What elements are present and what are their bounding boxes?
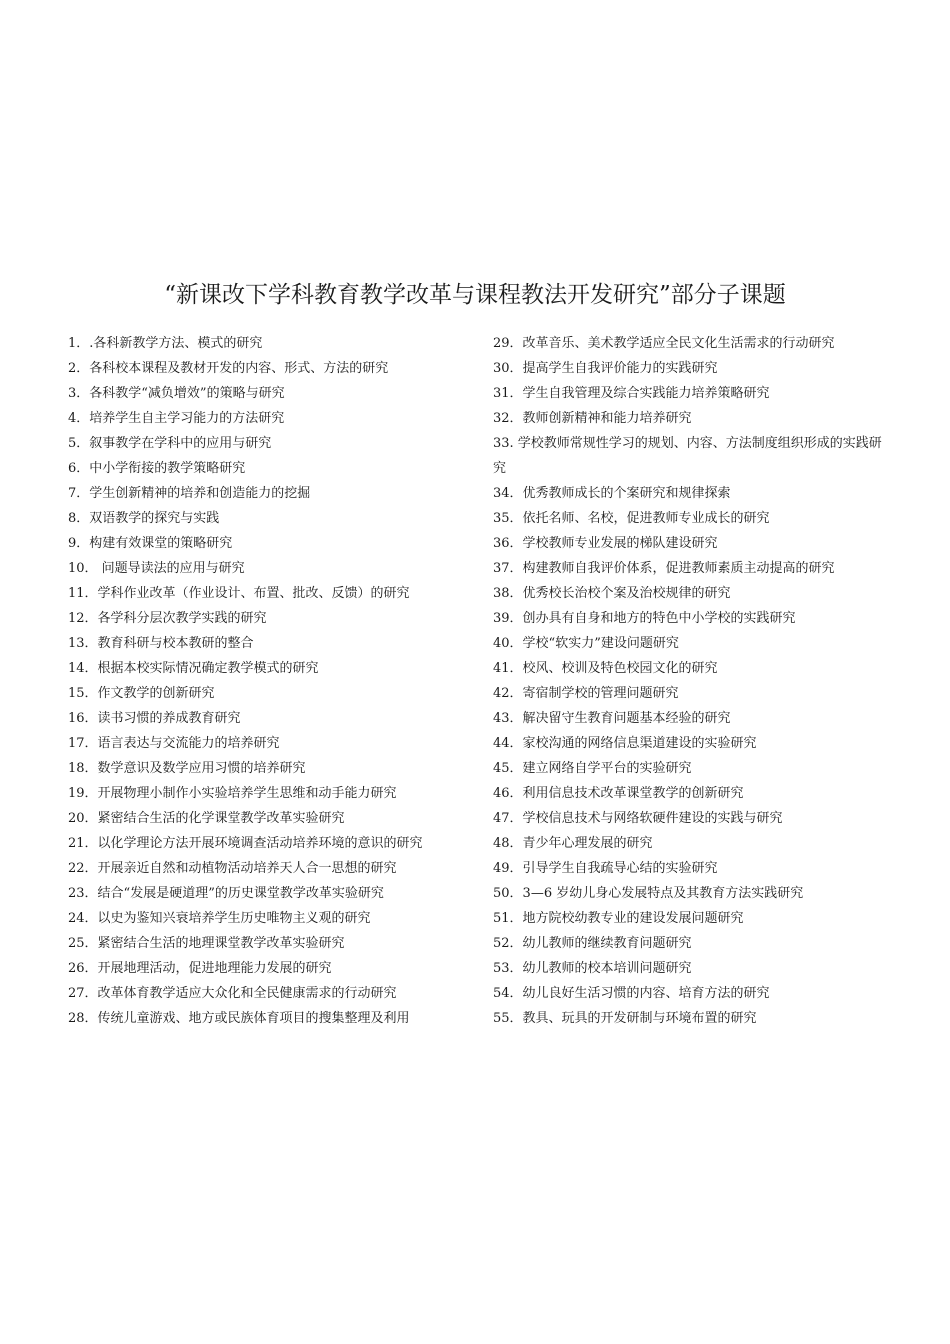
topic-item: 18．数学意识及数学应用习惯的培养研究 bbox=[68, 761, 306, 776]
topic-item: 19．开展物理小制作小实验培养学生思维和动手能力研究 bbox=[68, 786, 397, 801]
topic-item: 35．依托名师、名校，促进教师专业成长的研究 bbox=[493, 511, 770, 526]
topic-item: 2．各科校本课程及教材开发的内容、形式、方法的研究 bbox=[68, 361, 389, 376]
topic-item: 27．改革体育教学适应大众化和全民健康需求的行动研究 bbox=[68, 986, 397, 1001]
topic-item: 23．结合“发展是硬道理”的历史课堂教学改革实验研究 bbox=[68, 886, 384, 901]
topic-item: 3．各科教学“减负增效”的策略与研究 bbox=[68, 386, 285, 401]
topic-item: 11．学科作业改革（作业设计、布置、批改、反馈）的研究 bbox=[68, 586, 410, 601]
topic-item: 24．以史为鉴知兴衰培养学生历史唯物主义观的研究 bbox=[68, 911, 371, 926]
topic-item: 17．语言表达与交流能力的培养研究 bbox=[68, 736, 280, 751]
topic-list-right bbox=[493, 331, 885, 1031]
topic-item: 10． 问题导读法的应用与研究 bbox=[68, 561, 245, 576]
topic-item: 15．作文教学的创新研究 bbox=[68, 686, 215, 701]
topic-item: 6．中小学衔接的教学策略研究 bbox=[68, 461, 246, 476]
topic-item: 4．培养学生自主学习能力的方法研究 bbox=[68, 411, 285, 426]
topic-list-left bbox=[68, 331, 470, 1031]
topic-item: 29．改革音乐、美术教学适应全民文化生活需求的行动研究 bbox=[493, 336, 835, 351]
topic-item: 30．提高学生自我评价能力的实践研究 bbox=[493, 361, 718, 376]
topic-item: 5．叙事教学在学科中的应用与研究 bbox=[68, 436, 272, 451]
topic-item: 9．构建有效课堂的策略研究 bbox=[68, 536, 233, 551]
topic-item: 52．幼儿教师的继续教育问题研究 bbox=[493, 936, 692, 951]
topic-item: 47．学校信息技术与网络软硬件建设的实践与研究 bbox=[493, 811, 783, 826]
topic-item: 53．幼儿教师的校本培训问题研究 bbox=[493, 961, 692, 976]
topic-item: 20．紧密结合生活的化学课堂教学改革实验研究 bbox=[68, 811, 345, 826]
topic-item: 33. 学校教师常规性学习的规划、内容、方法制度组织形成的实践研究 bbox=[493, 436, 882, 476]
topic-item: 1．.各科新教学方法、模式的研究 bbox=[68, 336, 263, 351]
topic-item: 45．建立网络自学平台的实验研究 bbox=[493, 761, 692, 776]
topic-item: 49．引导学生自我疏导心结的实验研究 bbox=[493, 861, 718, 876]
topic-item: 34．优秀教师成长的个案研究和规律探索 bbox=[493, 486, 731, 501]
topic-item: 46．利用信息技术改革课堂教学的创新研究 bbox=[493, 786, 744, 801]
topic-item: 21．以化学理论方法开展环境调查活动培养环境的意识的研究 bbox=[68, 836, 423, 851]
topic-item: 40．学校“软实力”建设问题研究 bbox=[493, 636, 679, 651]
topic-item: 13．教育科研与校本教研的整合 bbox=[68, 636, 254, 651]
topic-item: 55．教具、玩具的开发研制与环境布置的研究 bbox=[493, 1011, 757, 1026]
topic-item: 38．优秀校长治校个案及治校规律的研究 bbox=[493, 586, 731, 601]
topic-item: 54．幼儿良好生活习惯的内容、培育方法的研究 bbox=[493, 986, 770, 1001]
topic-item: 37．构建教师自我评价体系，促进教师素质主动提高的研究 bbox=[493, 561, 835, 576]
topic-item: 51．地方院校幼教专业的建设发展问题研究 bbox=[493, 911, 744, 926]
topic-item: 12．各学科分层次教学实践的研究 bbox=[68, 611, 267, 626]
topic-item: 16．读书习惯的养成教育研究 bbox=[68, 711, 241, 726]
topic-item: 8．双语教学的探究与实践 bbox=[68, 511, 220, 526]
topic-item: 44．家校沟通的网络信息渠道建设的实验研究 bbox=[493, 736, 757, 751]
topic-item: 41．校风、校训及特色校园文化的研究 bbox=[493, 661, 718, 676]
topic-item: 31．学生自我管理及综合实践能力培养策略研究 bbox=[493, 386, 770, 401]
topic-item: 14．根据本校实际情况确定教学模式的研究 bbox=[68, 661, 319, 676]
topic-item: 50．3—6 岁幼儿身心发展特点及其教育方法实践研究 bbox=[493, 886, 804, 901]
topic-item: 36．学校教师专业发展的梯队建设研究 bbox=[493, 536, 718, 551]
page-title: “新课改下学科教育教学改革与课程教法开发研究”部分子课题 bbox=[164, 282, 786, 308]
topic-item: 43．解决留守生教育问题基本经验的研究 bbox=[493, 711, 731, 726]
topic-item: 39．创办具有自身和地方的特色中小学校的实践研究 bbox=[493, 611, 796, 626]
topic-item: 42．寄宿制学校的管理问题研究 bbox=[493, 686, 679, 701]
topic-item: 7．学生创新精神的培养和创造能力的挖掘 bbox=[68, 486, 311, 501]
topic-item: 28．传统儿童游戏、地方或民族体育项目的搜集整理及利用 bbox=[68, 1011, 410, 1026]
topic-item: 32．教师创新精神和能力培养研究 bbox=[493, 411, 692, 426]
topic-item: 48．青少年心理发展的研究 bbox=[493, 836, 653, 851]
topic-item: 25．紧密结合生活的地理课堂教学改革实验研究 bbox=[68, 936, 345, 951]
topic-item: 26．开展地理活动，促进地理能力发展的研究 bbox=[68, 961, 332, 976]
topic-item: 22．开展亲近自然和动植物活动培养天人合一思想的研究 bbox=[68, 861, 397, 876]
